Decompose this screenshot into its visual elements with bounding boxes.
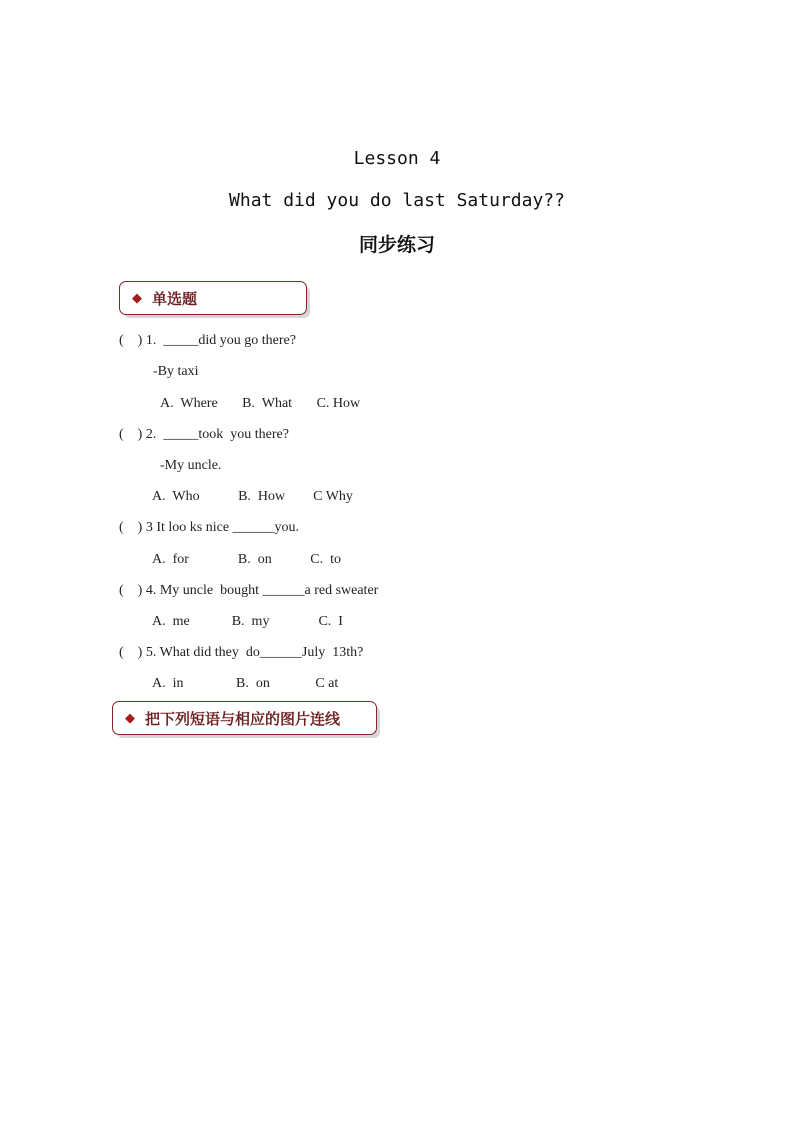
question-1: ( ) 1. _____did you go there? — [119, 333, 296, 348]
question-2: ( ) 2. _____took you there? — [119, 427, 289, 442]
section-label: 单选题 — [152, 289, 198, 308]
options-3: A. for B. on C. to — [152, 552, 341, 567]
options-5: A. in B. on C at — [152, 676, 339, 691]
options-4: A. me B. my C. I — [152, 614, 343, 629]
section-matching — [112, 701, 377, 735]
options-2: A. Who B. How C Why — [152, 489, 353, 504]
lesson-subtitle: What did you do last Saturday?? — [229, 190, 565, 211]
section-multiple-choice — [119, 281, 307, 315]
options-1: A. Where B. What C. How — [160, 396, 361, 411]
lesson-title: Lesson 4 — [353, 148, 441, 169]
question-4: ( ) 4. My uncle bought ______a red sweater — [119, 583, 379, 598]
diamond-icon: ◆ — [125, 710, 135, 726]
question-3: ( ) 3 It loo ks nice ______you. — [119, 520, 300, 535]
question-5: ( ) 5. What did they do______July 13th? — [119, 645, 364, 660]
answer-line-1: -By taxi — [153, 364, 199, 379]
diamond-icon: ◆ — [132, 290, 142, 306]
practice-heading: 同步练习 — [358, 234, 435, 256]
answer-line-2: -My uncle. — [160, 458, 222, 473]
section-label: 把下列短语与相应的图片连线 — [145, 709, 341, 728]
